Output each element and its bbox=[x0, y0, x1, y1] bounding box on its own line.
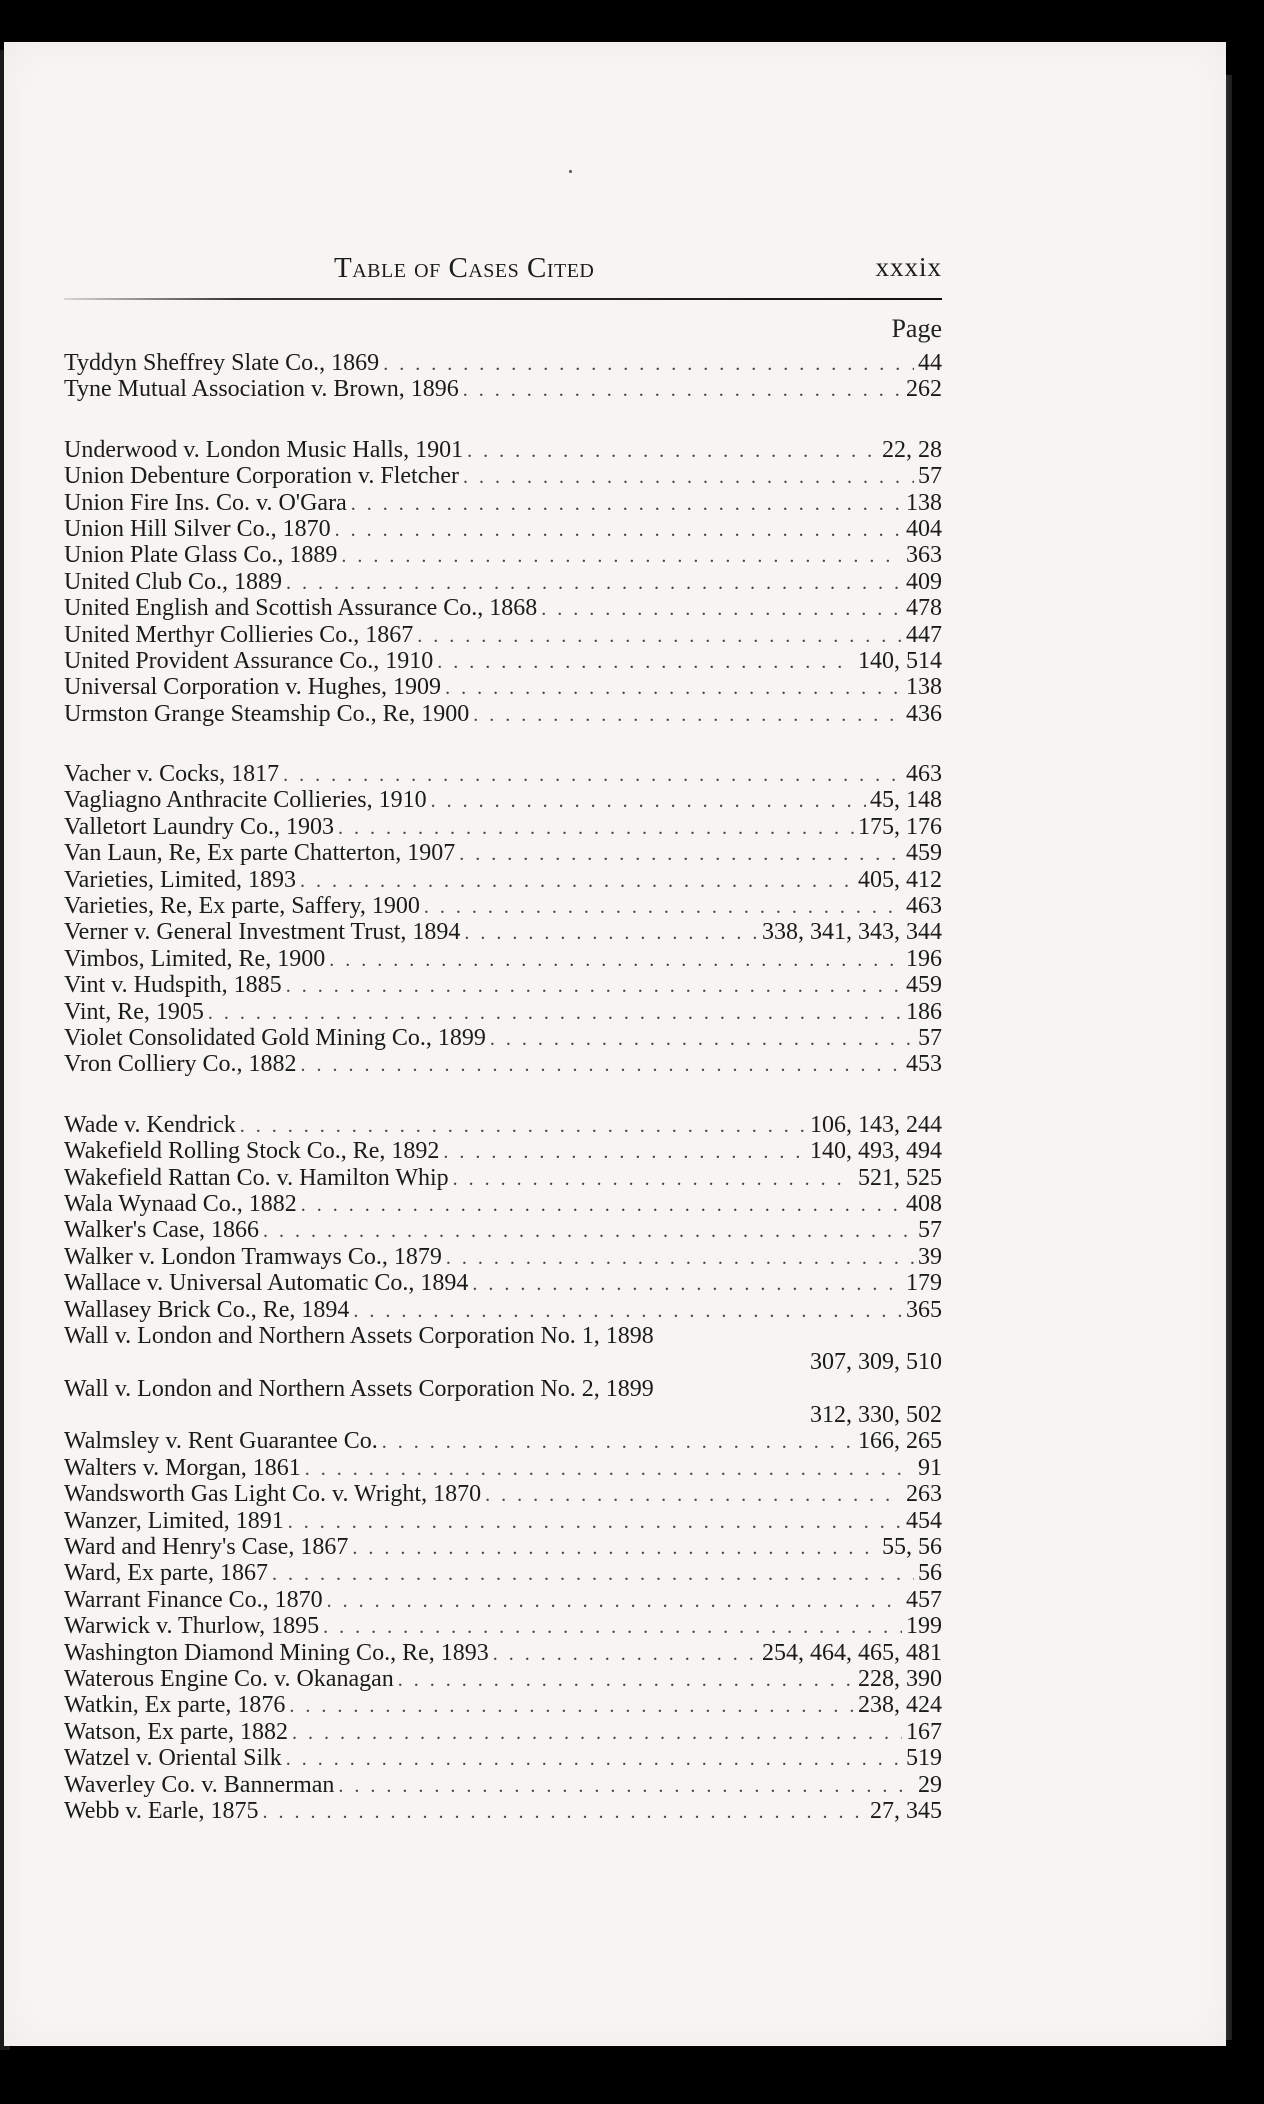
case-name: Urmston Grange Steamship Co., Re, 1900 bbox=[64, 700, 470, 727]
case-name: Valletort Laundry Co., 1903 bbox=[64, 813, 334, 840]
dot-leader bbox=[289, 1693, 854, 1719]
case-entry bbox=[64, 648, 942, 674]
case-name: Washington Diamond Mining Co., Re, 1893 bbox=[64, 1639, 489, 1666]
dot-leader bbox=[464, 920, 758, 946]
case-name: Vagliagno Anthracite Collieries, 1910 bbox=[64, 787, 427, 814]
case-name: Watzel v. Oriental Silk bbox=[64, 1745, 282, 1772]
case-pages: 140, 514 bbox=[858, 647, 942, 674]
letter-group bbox=[64, 437, 942, 727]
dot-leader bbox=[338, 815, 854, 841]
case-entry bbox=[64, 1165, 942, 1191]
dot-leader bbox=[437, 649, 854, 675]
dot-leader bbox=[431, 788, 866, 814]
case-name: Wala Wynaad Co., 1882 bbox=[64, 1190, 297, 1217]
case-pages: 106, 143, 244 bbox=[810, 1111, 942, 1138]
page-column-label: Page bbox=[891, 314, 942, 343]
case-name: Warwick v. Thurlow, 1895 bbox=[64, 1613, 320, 1640]
case-entry bbox=[64, 1692, 942, 1718]
case-pages: 519 bbox=[906, 1745, 942, 1772]
dot-leader bbox=[288, 1509, 902, 1535]
dot-leader bbox=[327, 1588, 902, 1614]
case-pages: 39 bbox=[918, 1243, 942, 1270]
case-entry bbox=[64, 1613, 942, 1639]
case-name: Wade v. Kendrick bbox=[64, 1111, 236, 1138]
case-pages: 29 bbox=[918, 1771, 942, 1798]
case-pages: 454 bbox=[906, 1507, 942, 1534]
dot-leader bbox=[472, 1271, 902, 1297]
dot-leader bbox=[485, 1482, 902, 1508]
case-pages: 238, 424 bbox=[858, 1692, 942, 1719]
case-entry bbox=[64, 1508, 942, 1534]
case-entry bbox=[64, 1481, 942, 1507]
case-pages: 338, 341, 343, 344 bbox=[762, 919, 942, 946]
dot-leader bbox=[335, 517, 902, 543]
dot-leader bbox=[286, 1746, 902, 1772]
dot-leader bbox=[338, 1773, 914, 1799]
case-pages: 91 bbox=[918, 1454, 942, 1481]
case-entry bbox=[64, 701, 942, 727]
dot-leader bbox=[263, 1218, 914, 1244]
dot-leader bbox=[300, 868, 854, 894]
case-pages: 365 bbox=[906, 1296, 942, 1323]
case-entry bbox=[64, 1244, 942, 1270]
dot-leader bbox=[305, 1456, 914, 1482]
case-entry bbox=[64, 1138, 942, 1164]
case-pages: 196 bbox=[906, 945, 942, 972]
case-name: Universal Corporation v. Hughes, 1909 bbox=[64, 674, 442, 701]
page-title: Table of Cases Cited bbox=[334, 252, 595, 284]
case-name: United Merthyr Collieries Co., 1867 bbox=[64, 621, 414, 648]
case-entry bbox=[64, 1270, 942, 1296]
dot-leader bbox=[424, 894, 902, 920]
dot-leader bbox=[301, 1192, 902, 1218]
case-name: Wakefield Rattan Co. v. Hamilton Whip bbox=[64, 1164, 449, 1191]
case-pages: 138 bbox=[906, 674, 942, 701]
dot-leader bbox=[286, 973, 902, 999]
case-entry bbox=[64, 893, 942, 919]
dot-leader bbox=[272, 1561, 914, 1587]
dot-leader bbox=[382, 1429, 854, 1455]
case-entry bbox=[64, 867, 942, 893]
case-pages: 459 bbox=[906, 840, 942, 867]
dot-leader bbox=[262, 1799, 866, 1825]
case-entry bbox=[64, 1640, 942, 1666]
case-name: Walters v. Morgan, 1861 bbox=[64, 1454, 301, 1481]
case-entry bbox=[64, 1587, 942, 1613]
case-entry bbox=[64, 542, 942, 568]
case-name: Walker v. London Tramways Co., 1879 bbox=[64, 1243, 442, 1270]
case-name: Wallasey Brick Co., Re, 1894 bbox=[64, 1296, 350, 1323]
case-entry bbox=[64, 437, 942, 463]
case-pages: 57 bbox=[918, 1024, 942, 1051]
case-name: Wall v. London and Northern Assets Corporation No. 2, 1899 bbox=[64, 1375, 654, 1402]
case-name: Violet Consolidated Gold Mining Co., 1899 bbox=[64, 1024, 486, 1051]
case-name: Warrant Finance Co., 1870 bbox=[64, 1586, 323, 1613]
dot-leader bbox=[283, 762, 902, 788]
case-name: Walmsley v. Rent Guarantee Co. bbox=[64, 1428, 378, 1455]
case-name: Van Laun, Re, Ex parte Chatterton, 1907 bbox=[64, 840, 456, 867]
case-entry bbox=[64, 376, 942, 402]
case-entry bbox=[64, 1534, 942, 1560]
dot-leader bbox=[473, 702, 902, 728]
case-name: Watkin, Ex parte, 1876 bbox=[64, 1692, 286, 1719]
case-entry bbox=[64, 1798, 942, 1824]
case-pages: 457 bbox=[906, 1586, 942, 1613]
case-pages: 228, 390 bbox=[858, 1665, 942, 1692]
running-header bbox=[64, 252, 942, 292]
case-pages: 262 bbox=[906, 376, 942, 403]
case-entry bbox=[64, 1455, 942, 1481]
case-pages: 478 bbox=[906, 595, 942, 622]
case-pages: 57 bbox=[918, 463, 942, 490]
case-entry bbox=[64, 1376, 942, 1429]
case-pages: 459 bbox=[906, 972, 942, 999]
dot-leader bbox=[493, 1641, 758, 1667]
case-name: Wakefield Rolling Stock Co., Re, 1892 bbox=[64, 1138, 440, 1165]
header-rule bbox=[64, 298, 942, 300]
case-entry bbox=[64, 1719, 942, 1745]
case-entry bbox=[64, 787, 942, 813]
case-pages: 409 bbox=[906, 568, 942, 595]
dot-leader bbox=[541, 596, 902, 622]
case-pages: 199 bbox=[906, 1613, 942, 1640]
dot-leader bbox=[353, 1298, 902, 1324]
case-pages: 140, 493, 494 bbox=[810, 1138, 942, 1165]
paper-speck bbox=[569, 170, 572, 173]
case-entry bbox=[64, 972, 942, 998]
dot-leader bbox=[208, 1000, 902, 1026]
case-name: Tyne Mutual Association v. Brown, 1896 bbox=[64, 376, 459, 403]
dot-leader bbox=[286, 570, 902, 596]
case-pages: 405, 412 bbox=[858, 866, 942, 893]
case-entry bbox=[64, 1297, 942, 1323]
dot-leader bbox=[323, 1614, 902, 1640]
case-pages: 166, 265 bbox=[858, 1428, 942, 1455]
case-name: Vimbos, Limited, Re, 1900 bbox=[64, 945, 326, 972]
case-pages: 186 bbox=[906, 998, 942, 1025]
case-list bbox=[64, 350, 942, 1858]
case-pages: 56 bbox=[918, 1560, 942, 1587]
case-pages: 436 bbox=[906, 700, 942, 727]
case-entry bbox=[64, 814, 942, 840]
case-entry bbox=[64, 1666, 942, 1692]
dot-leader bbox=[446, 1245, 914, 1271]
case-entry bbox=[64, 1217, 942, 1243]
case-pages: 453 bbox=[906, 1051, 942, 1078]
case-name: Vacher v. Cocks, 1817 bbox=[64, 761, 280, 788]
case-pages: 408 bbox=[906, 1190, 942, 1217]
case-entry bbox=[64, 1323, 942, 1376]
case-name: Varieties, Limited, 1893 bbox=[64, 866, 296, 893]
case-entry bbox=[64, 350, 942, 376]
case-name: Waverley Co. v. Bannerman bbox=[64, 1771, 335, 1798]
case-entry bbox=[64, 1051, 942, 1077]
dot-leader bbox=[445, 675, 902, 701]
case-entry bbox=[64, 595, 942, 621]
case-entry bbox=[64, 1745, 942, 1771]
case-name: Wandsworth Gas Light Co. v. Wright, 1870 bbox=[64, 1481, 482, 1508]
case-pages: 44 bbox=[918, 350, 942, 376]
letter-group bbox=[64, 761, 942, 1078]
case-pages: 463 bbox=[906, 761, 942, 788]
case-pages: 179 bbox=[906, 1270, 942, 1297]
case-entry bbox=[64, 490, 942, 516]
dot-leader bbox=[443, 1139, 806, 1165]
dot-leader bbox=[453, 1166, 854, 1192]
case-pages: 254, 464, 465, 481 bbox=[762, 1639, 942, 1666]
dot-leader bbox=[240, 1113, 806, 1139]
case-entry bbox=[64, 622, 942, 648]
case-name: Vint, Re, 1905 bbox=[64, 998, 204, 1025]
case-pages: 22, 28 bbox=[882, 436, 942, 463]
case-name: Wallace v. Universal Automatic Co., 1894 bbox=[64, 1270, 469, 1297]
case-entry bbox=[64, 761, 942, 787]
page-number-roman: xxxix bbox=[875, 252, 942, 282]
case-name: Union Debenture Corporation v. Fletcher bbox=[64, 463, 460, 490]
case-name: Vron Colliery Co., 1882 bbox=[64, 1051, 297, 1078]
case-pages: 463 bbox=[906, 893, 942, 920]
case-entry bbox=[64, 1112, 942, 1138]
case-entry bbox=[64, 1560, 942, 1586]
dot-leader bbox=[490, 1026, 914, 1052]
case-pages: 404 bbox=[906, 515, 942, 542]
case-pages: 138 bbox=[906, 489, 942, 516]
dot-leader bbox=[417, 623, 902, 649]
dot-leader bbox=[341, 543, 902, 569]
case-entry bbox=[64, 463, 942, 489]
case-entry bbox=[64, 840, 942, 866]
case-name: Wall v. London and Northern Assets Corporation No. 1, 1898 bbox=[64, 1322, 654, 1349]
case-pages: 55, 56 bbox=[882, 1534, 942, 1561]
case-pages: 363 bbox=[906, 542, 942, 569]
case-name: Vint v. Hudspith, 1885 bbox=[64, 972, 282, 999]
case-name: Ward, Ex parte, 1867 bbox=[64, 1560, 268, 1587]
case-entry bbox=[64, 999, 942, 1025]
case-pages: 307, 309, 510 bbox=[810, 1349, 942, 1376]
case-name: Tyddyn Sheffrey Slate Co., 1869 bbox=[64, 350, 380, 376]
case-entry bbox=[64, 1772, 942, 1798]
case-entry bbox=[64, 674, 942, 700]
case-name: Wanzer, Limited, 1891 bbox=[64, 1507, 284, 1534]
case-name: Union Fire Ins. Co. v. O'Gara bbox=[64, 489, 347, 516]
case-entry bbox=[64, 1428, 942, 1454]
case-entry bbox=[64, 516, 942, 542]
case-name: Underwood v. London Music Halls, 1901 bbox=[64, 436, 464, 463]
dot-leader bbox=[459, 841, 902, 867]
case-name: Union Plate Glass Co., 1889 bbox=[64, 542, 338, 569]
letter-group bbox=[64, 350, 942, 403]
case-pages: 521, 525 bbox=[858, 1164, 942, 1191]
case-name: Walker's Case, 1866 bbox=[64, 1217, 260, 1244]
case-pages: 263 bbox=[906, 1481, 942, 1508]
dot-leader bbox=[463, 377, 902, 403]
case-name: Webb v. Earle, 1875 bbox=[64, 1797, 259, 1824]
dot-leader bbox=[463, 464, 914, 490]
case-pages: 175, 176 bbox=[858, 813, 942, 840]
case-name: United Provident Assurance Co., 1910 bbox=[64, 647, 434, 674]
letter-group bbox=[64, 1112, 942, 1825]
dot-leader bbox=[467, 438, 878, 464]
case-name: United Club Co., 1889 bbox=[64, 568, 283, 595]
case-name: Watson, Ex parte, 1882 bbox=[64, 1718, 289, 1745]
case-pages: 447 bbox=[906, 621, 942, 648]
case-name: United English and Scottish Assurance Co., 1868 bbox=[64, 595, 538, 622]
dot-leader bbox=[352, 1535, 878, 1561]
dot-leader bbox=[301, 1052, 902, 1078]
case-entry bbox=[64, 569, 942, 595]
case-name: Union Hill Silver Co., 1870 bbox=[64, 515, 331, 542]
dot-leader bbox=[351, 491, 902, 517]
case-name: Varieties, Re, Ex parte, Saffery, 1900 bbox=[64, 893, 420, 920]
dot-leader bbox=[398, 1667, 854, 1693]
case-entry bbox=[64, 946, 942, 972]
case-entry bbox=[64, 1191, 942, 1217]
case-pages: 45, 148 bbox=[870, 787, 942, 814]
case-entry bbox=[64, 919, 942, 945]
case-pages: 57 bbox=[918, 1217, 942, 1244]
dot-leader bbox=[383, 351, 914, 377]
case-name: Waterous Engine Co. v. Okanagan bbox=[64, 1665, 394, 1692]
case-entry bbox=[64, 1025, 942, 1051]
case-pages: 312, 330, 502 bbox=[810, 1402, 942, 1429]
dot-leader bbox=[329, 947, 902, 973]
case-pages: 167 bbox=[906, 1718, 942, 1745]
case-name: Verner v. General Investment Trust, 1894 bbox=[64, 919, 461, 946]
case-name: Ward and Henry's Case, 1867 bbox=[64, 1534, 349, 1561]
dot-leader bbox=[292, 1720, 902, 1746]
case-pages: 27, 345 bbox=[870, 1797, 942, 1824]
